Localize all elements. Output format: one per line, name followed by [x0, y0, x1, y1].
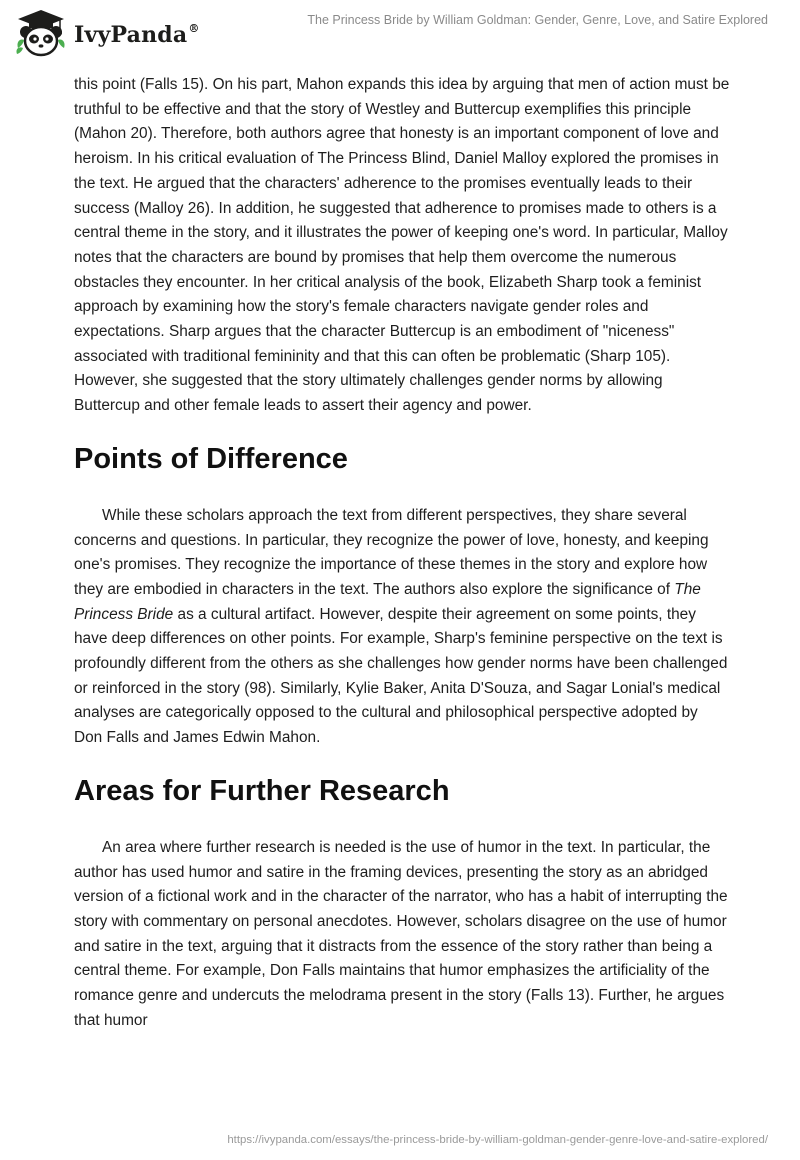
- section-heading: Points of Difference: [74, 442, 348, 475]
- source-url[interactable]: https://ivypanda.com/essays/the-princess-bride-by-william-goldman-gender-genre-love-and-satire-explored/: [227, 1134, 768, 1146]
- section-heading: Areas for Further Research: [74, 774, 450, 807]
- logo-wordmark: IvyPanda®: [74, 21, 200, 48]
- book-title: The Princess Bride: [74, 580, 701, 623]
- page-header: [0, 0, 800, 70]
- ivypanda-logo[interactable]: [14, 8, 200, 58]
- body-paragraph: An area where further research is needed is the use of humor in the text. In particular, the author has used humor and satire in the framing devices, presenting the story as an abridged version of a fictional work and in the character of the narrator, who has a habit of interrupting the story with commentary on personal anecdotes. However, scholars disagree on the use of humor and satire in the text, arguing that it distracts from the essence of the story rather than being a central theme. For example, Don Falls maintains that humor emphasizes the artificiality of the romance genre and undercuts the melodrama present in the story (Falls 13). Further, he argues that humor: [74, 838, 728, 1029]
- body-paragraph: While these scholars approach the text from different perspectives, they share several concerns and questions. In particular, they recognize the power of love, honesty, and keeping one's promises. They recognize the importance of these themes in the story and explore how they are embodied in characters in the text. The authors also explore the significance of The Princess Bride as a cultural artifact. However, despite their agreement on some points, they have deep differences on other points. For example, Sharp's feminine perspective on the text is profoundly different from the others as she challenges how gender norms have been challenged or reinforced in the story (98). Similarly, Kylie Baker, Anita D'Souza, and Sagar Lonial's medical analyses are categorically opposed to the cultural and philosophical perspective adopted by Don Falls and James Edwin Mahon.: [74, 506, 728, 747]
- body-paragraph: this point (Falls 15). On his part, Mahon expands this idea by arguing that men of action must be truthful to be effective and that the story of Westley and Buttercup exemplifies this principle (Mahon 20). Therefore, both authors agree that honesty is an important component of love and heroism. In his critical evaluation of The Princess Blind, Daniel Malloy explored the promises in the text. He argued that the characters' adherence to the promises eventually leads to their success (Malloy 26). In addition, he suggested that adherence to promises made to others is a central theme in the story, and it illustrates the power of keeping one's word. In particular, Malloy notes that the characters are bound by promises that help them overcome the numerous obstacles they encounter. In her critical analysis of the book, Elizabeth Sharp took a feminist approach by examining how the story's female characters navigate gender roles and expectations. Sharp argues that the character Buttercup is an embodiment of "niceness" associated with traditional femininity and that this can often be problematic (Sharp 105). However, she suggested that the story ultimately challenges gender norms by allowing Buttercup and other female leads to assert their agency and power.: [74, 76, 730, 415]
- document-running-title: The Princess Bride by William Goldman: Gender, Genre, Love, and Satire Explored: [307, 13, 768, 27]
- panda-graduate-icon: [14, 8, 68, 58]
- essay-body: [74, 73, 730, 1034]
